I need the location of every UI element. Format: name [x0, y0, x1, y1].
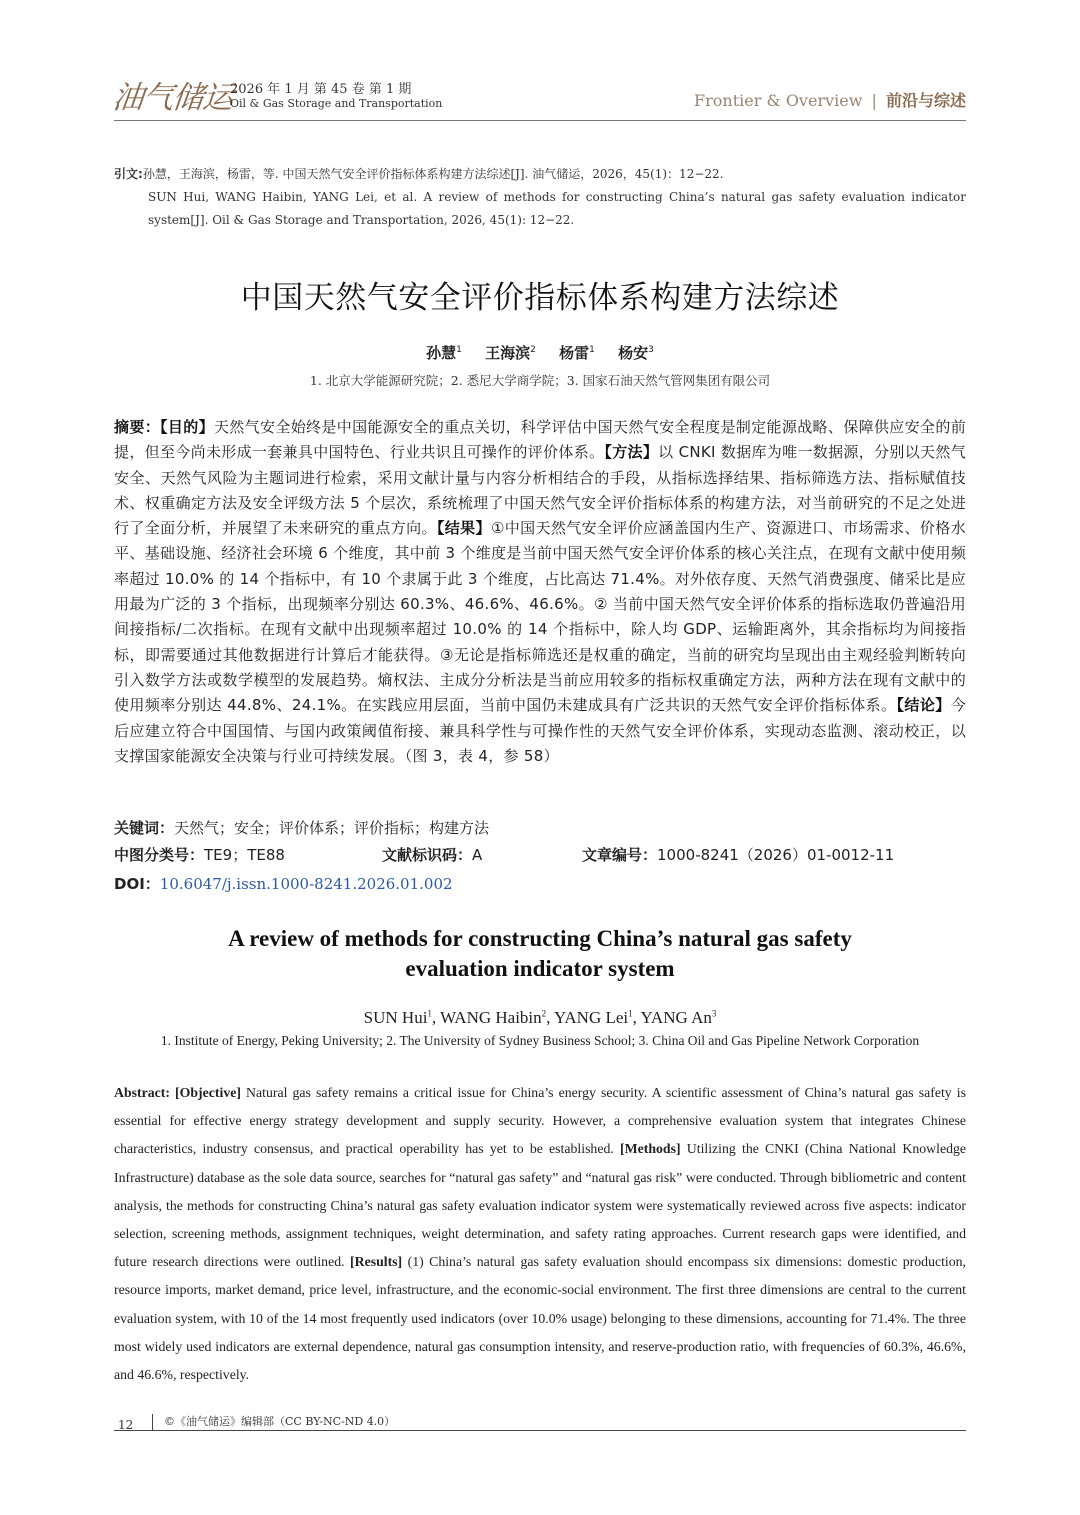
footer-rule: [114, 1430, 966, 1431]
author-cn: 杨雷$^1$: [559, 344, 595, 362]
author-en: SUN Hui$^1$,: [363, 1008, 441, 1027]
author-cn: 王海滨$^2$: [485, 344, 536, 362]
issue-info: 2026 年 1 月 第 45 卷 第 1 期: [230, 82, 412, 97]
copyright-notice: ©《油气储运》编辑部（CC BY-NC-ND 4.0）: [164, 1415, 396, 1428]
doi-link[interactable]: 10.6047/j.issn.1000-8241.2026.01.002: [159, 875, 453, 893]
authors-en: [0, 1008, 1080, 1028]
keywords-value: 天然气；安全；评价体系；评价指标；构建方法: [174, 819, 490, 837]
author-cn: 杨安$^3$: [618, 344, 654, 362]
abstract-en-label: Abstract:: [114, 1085, 170, 1100]
tag-results-cn: 【结果】: [436, 519, 491, 538]
author-en: YANG An$^3$: [640, 1008, 717, 1027]
doi-line: [114, 873, 453, 894]
header-rule: [114, 120, 966, 121]
journal-name-en: Oil & Gas Storage and Transportation: [230, 97, 443, 110]
title-en-line-2: evaluation indicator system: [405, 956, 675, 981]
tag-objective-cn: 【目的】: [160, 418, 214, 436]
conclusion-cn: 今后应建立符合中国国情、与国内政策阈值衔接、兼具科学性与可操作性的天然气安全评价体系，实现动态监测、滚动校正，以支撑国家能源安全决策与行业可持续发展。（图 3，表 4，参 58）: [114, 696, 966, 765]
section-label-en: Frontier & Overview: [694, 91, 863, 110]
authors-cn: [0, 342, 1080, 363]
citation-en: SUN Hui, WANG Haibin, YANG Lei, et al. A review of methods for constructing China’s natural gas safety evaluation indicator system[J]. Oil & Gas Storage and Transportation, 2026, 45(1): 12−22.: [148, 190, 966, 227]
article-number: 文章编号：1000-8241（2026）01-0012-11: [582, 846, 895, 864]
objective-en: Natural gas safety remains a critical issue for China’s energy security. A scientific assessment of China’s natural gas safety is essential for effective energy strategy development and supply security. However, a comprehensive evaluation system that integrates Chinese characteristics, industry consensus, and practical operability has yet to be established.: [114, 1085, 966, 1157]
abstract-cn-label: 摘要：: [114, 418, 161, 436]
page-number: 12: [118, 1418, 134, 1432]
keywords-label: 关键词：: [114, 819, 175, 837]
abstract-cn: [114, 415, 966, 769]
citation-label: 引文:: [114, 167, 143, 181]
article-title-en: [0, 924, 1080, 984]
section-label-cn: 前沿与综述: [885, 91, 966, 110]
section-separator: |: [871, 91, 877, 110]
methods-cn: 以 CNKI 数据库为唯一数据源，分别以天然气安全、天然气风险为主题词进行检索，采用文献计量与内容分析相结合的手段，从指标选择结果、指标筛选方法、指标赋值技术、权重确定方法及安全评级方法 5 个层次，系统梳理了中国天然气安全评价指标体系的构建方法，对当前研究的不足之处进行了全面分析，并展望了未来研究的重点方向。: [114, 443, 966, 538]
abstract-en: [114, 1079, 966, 1389]
author-en: WANG Haibin$^2$,: [440, 1008, 555, 1027]
title-en-line-1: A review of methods for constructing China’s natural gas safety: [228, 926, 852, 951]
document-code: 文献标识码：A: [382, 846, 483, 864]
affiliations-en: 1. Institute of Energy, Peking University; 2. The University of Sydney Business School; 3. China Oil and Gas Pipeline Network Corporation: [160, 1033, 920, 1048]
tag-results-en: [Results]: [350, 1254, 403, 1270]
section-label: [694, 88, 966, 111]
author-cn: 孙慧$^1$: [426, 344, 462, 362]
citation-cn: 孙慧，王海滨，杨雷，等. 中国天然气安全评价指标体系构建方法综述[J]. 油气储运，2026，45(1)：12−22.: [142, 167, 724, 181]
results-en: (1) China’s natural gas safety evaluation should encompass six dimensions: domestic production, resource imports, market demand, price level, infrastructure, and the economic-social environment. The first three dimensions are central to the current evaluation system, with 10 of the 14 most frequently used indicators (over 10.0% usage) belonging to these dimensions, accounting for 71.4%. The three most widely used indicators are external dependence, natural gas consumption intensity, and reserve-production ratio, with frequencies of 60.3%, 46.6%, and 46.6%, respectively.: [114, 1254, 967, 1383]
methods-en: Utilizing the CNKI (China National Knowledge Infrastructure) database as the sole data source, searches for “natural gas safety” and “natural gas risk” were conducted. Through bibliometric and content analysis, the methods for constructing China’s natural gas safety evaluation indicator system were systematically reviewed across five aspects: indicator selection, screening methods, assignment techniques, weight determination, and safety rating approaches. Current research gaps were identified, and future research directions were outlined.: [114, 1141, 967, 1270]
classification-line: [114, 844, 966, 866]
results-cn: ①中国天然气安全评价应涵盖国内生产、资源进口、市场需求、价格水平、基础设施、经济社会环境 6 个维度，其中前 3 个维度是当前中国天然气安全评价体系的核心关注点，在现有文献中使用频率超过 10.0% 的 14 个指标中，有 10 个隶属于此 3 个维度，占比高达 71.4%。对外依存度、天然气消费强度、储采比是应用最为广泛的 3 个指标，出现频率分别达 60.3%、46.6%、46.6%。② 当前中国天然气安全评价体系的指标选取仍普遍沿用间接指标/二次指标。在现有文献中出现频率超过 10.0% 的 14 个指标中，除人均 GDP、运输距离外，其余指标均为间接指标，即需要通过其他数据进行计算后才能获得。③无论是指标筛选还是权重的确定，当前的研究均呈现出由主观经验判断转向引入数学方法或数学模型的发展趋势。熵权法、主成分分析法是当前应用较多的指标权重确定方法，两种方法在现有文献中的使用频率分别达 44.8%、24.1%。在实践应用层面，当前中国仍未建成具有广泛共识的天然气安全评价指标体系。: [114, 519, 966, 715]
tag-conclusion-cn: 【结论】: [896, 696, 951, 715]
tag-methods-en: [Methods]: [620, 1141, 681, 1157]
doi-label: DOI：: [114, 875, 160, 893]
citation-cn-line: [114, 163, 966, 186]
tag-objective-en: [Objective]: [175, 1085, 241, 1100]
article-title-cn: 中国天然气安全评价指标体系构建方法综述: [240, 280, 840, 316]
footer-divider-vertical: [152, 1414, 153, 1430]
tag-methods-cn: 【方法】: [604, 443, 659, 462]
citation-block: [114, 163, 966, 232]
clc-number: 中图分类号：TE9；TE88: [114, 846, 285, 864]
author-en: YANG Lei$^1$,: [554, 1008, 641, 1027]
keywords-line: [114, 817, 489, 838]
affiliations-cn: 1. 北京大学能源研究院；2. 悉尼大学商学院；3. 国家石油天然气管网集团有限公司: [309, 373, 771, 388]
objective-cn: 天然气安全始终是中国能源安全的重点关切，科学评估中国天然气安全程度是制定能源战略、保障供应安全的前提，但至今尚未形成一套兼具中国特色、行业共识且可操作的评价体系。: [114, 418, 966, 462]
journal-logo: 油气储运: [110, 80, 235, 116]
